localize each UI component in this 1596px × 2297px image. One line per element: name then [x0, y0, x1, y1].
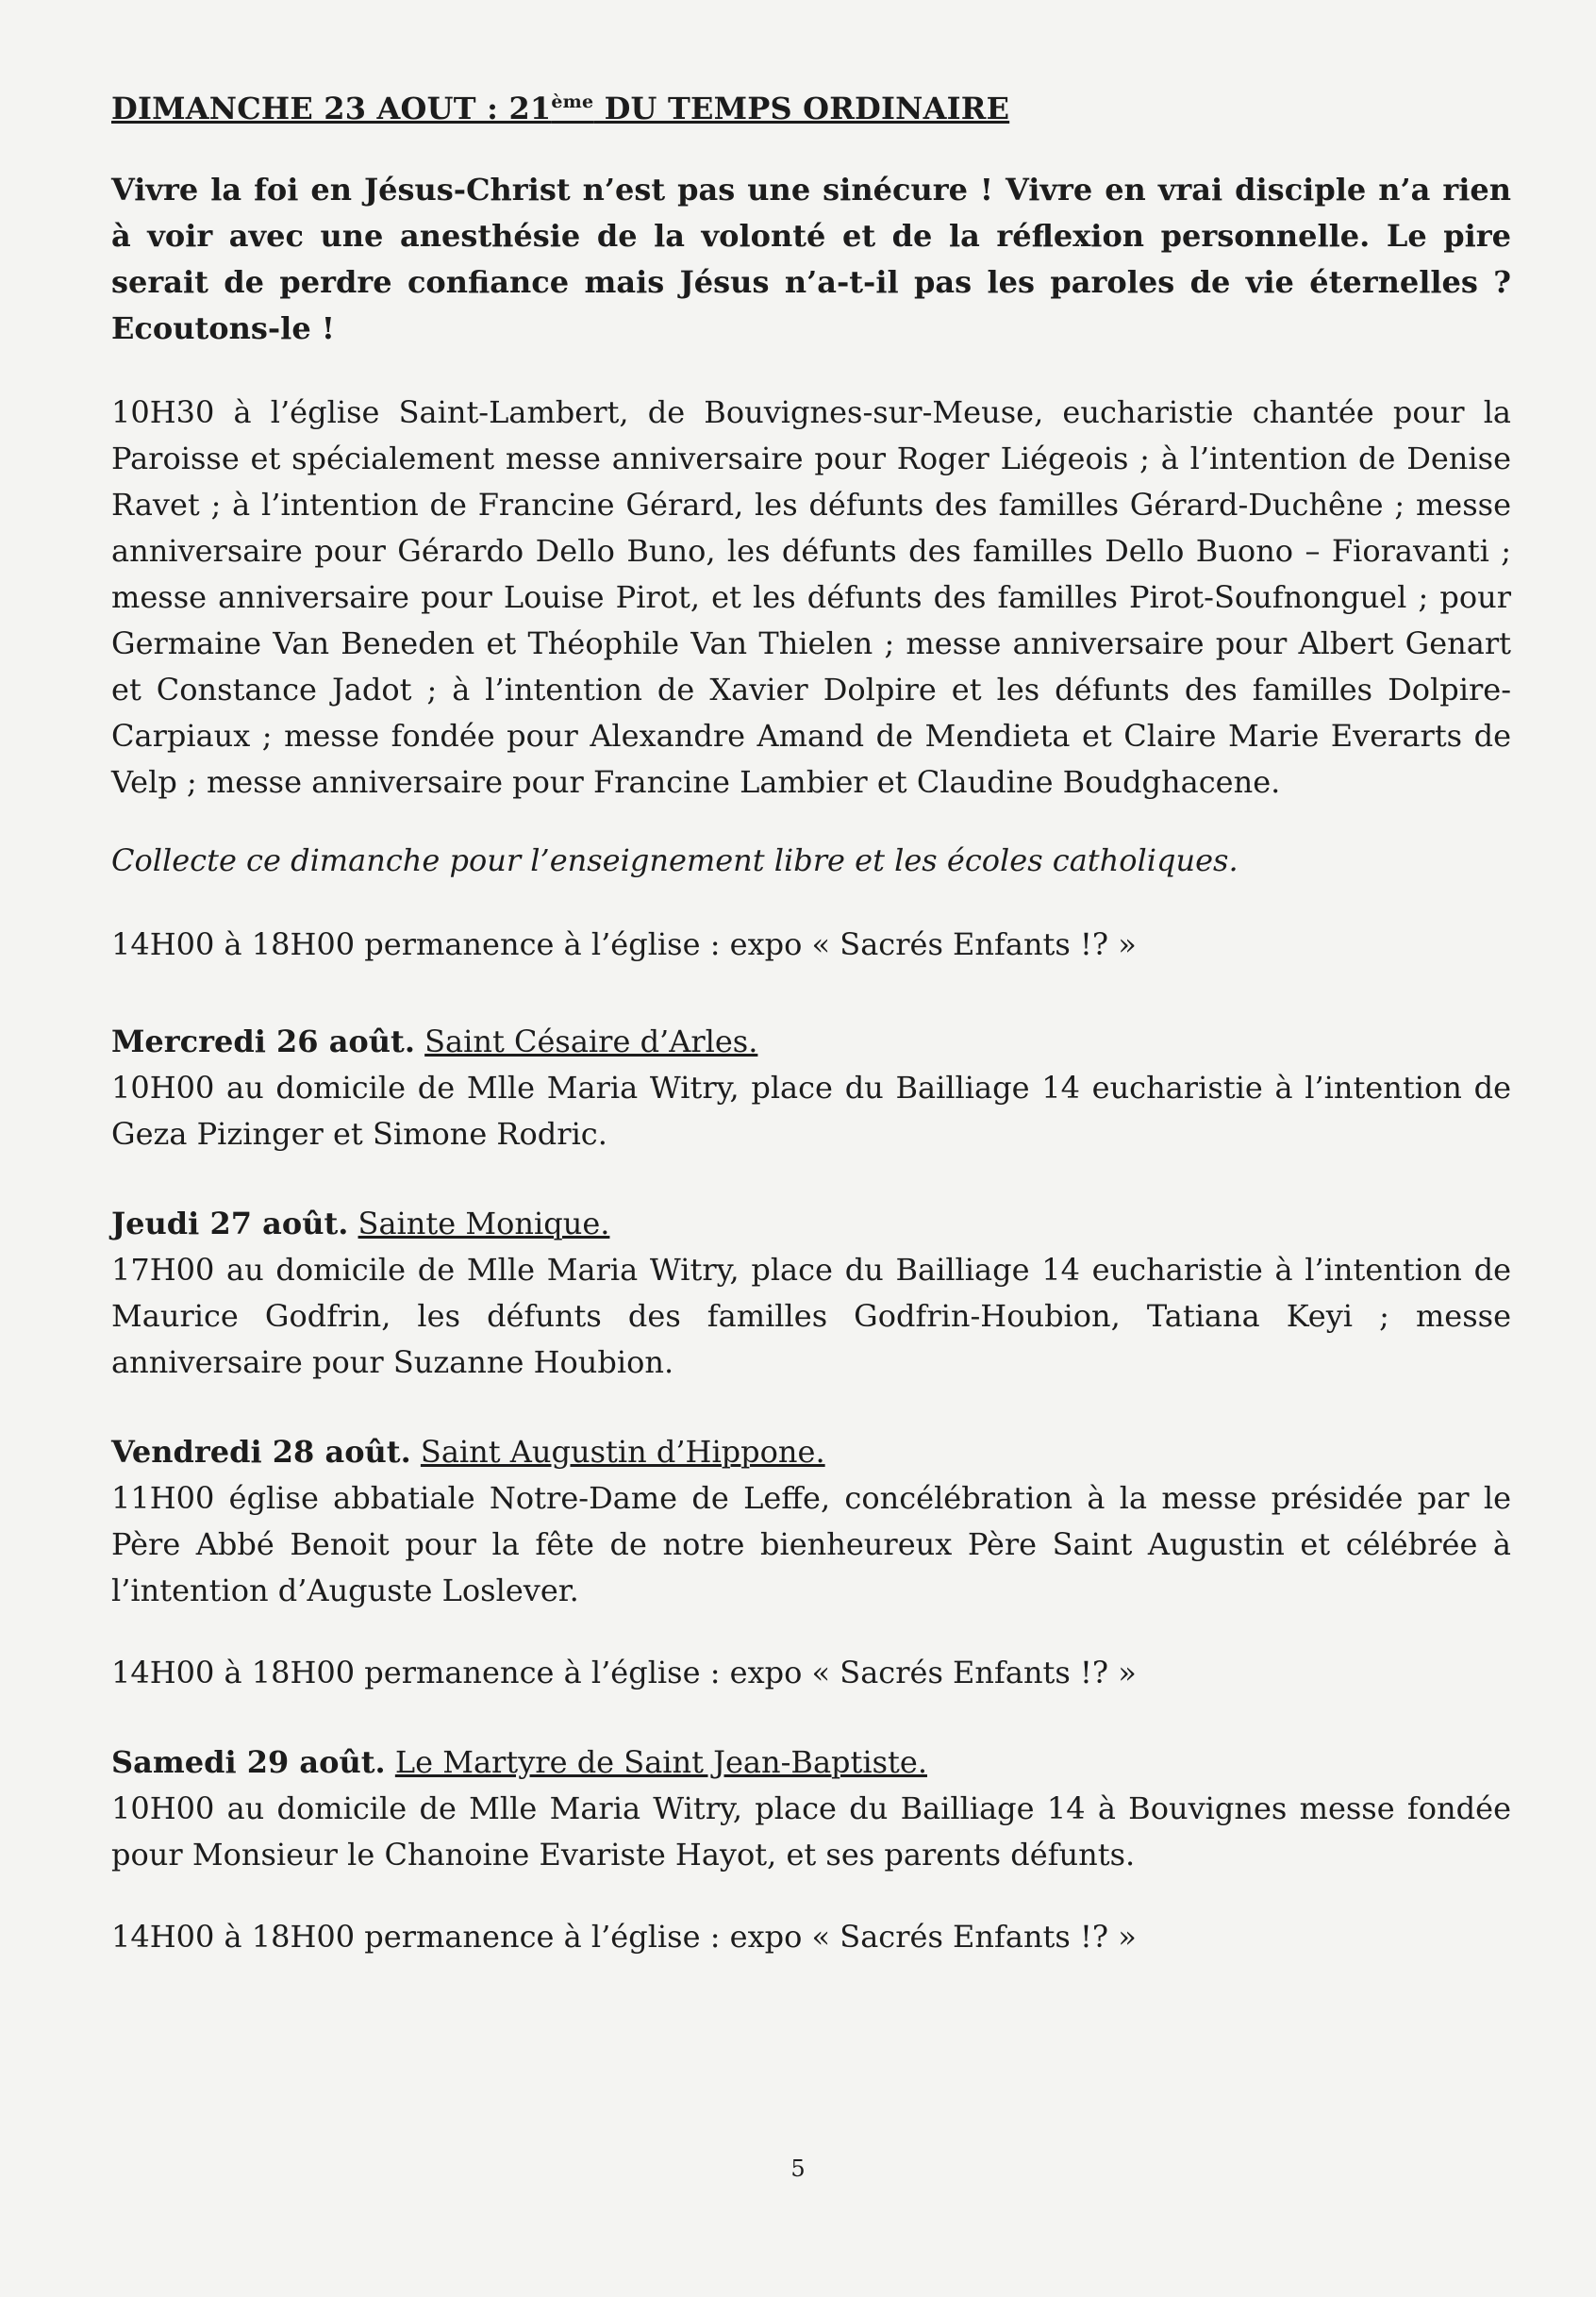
- entry-header: [111, 1739, 1511, 1786]
- permanence-line-friday: 14H00 à 18H00 permanence à l’église : expo « Sacrés Enfants !? »: [111, 1655, 1137, 1690]
- entry-wednesday: [111, 1019, 1511, 1157]
- collection-note: Collecte ce dimanche pour l’enseignement libre et les écoles catholiques.: [111, 842, 1239, 878]
- entry-saint: Saint Césaire d’Arles.: [424, 1024, 758, 1059]
- sunday-heading: [111, 90, 1511, 127]
- intro-paragraph: Vivre la foi en Jésus-Christ n’est pas une sinécure ! Vivre en vrai disciple n’a rien à voir avec une anesthésie de la volonté et de la réflexion personnelle. Le pire serait de perdre confiance mais Jésus n’a-t-il pas les paroles de vie éternelles ? Ecoutons-le !: [111, 172, 1511, 346]
- page-number: 5: [790, 2156, 806, 2182]
- entry-friday: [111, 1429, 1511, 1614]
- permanence-line-sunday: 14H00 à 18H00 permanence à l’église : expo « Sacrés Enfants !? »: [111, 926, 1137, 962]
- entry-header: [111, 1201, 1511, 1247]
- entry-day: Samedi 29 août.: [111, 1744, 386, 1780]
- entry-thursday: [111, 1201, 1511, 1386]
- entry-text: 10H00 au domicile de Mlle Maria Witry, place du Bailliage 14 à Bouvignes messe fondée pour Monsieur le Chanoine Evariste Hayot, et ses parents défunts.: [111, 1790, 1511, 1873]
- entry-day: Mercredi 26 août.: [111, 1024, 415, 1059]
- entry-saturday: [111, 1739, 1511, 1878]
- entry-day: Vendredi 28 août.: [111, 1434, 411, 1470]
- entry-text: 11H00 église abbatiale Notre-Dame de Leffe, concélébration à la messe présidée par le Père Abbé Benoit pour la fête de notre bienheureux Père Saint Augustin et célébrée à l’intention d’Auguste Loslever.: [111, 1480, 1511, 1608]
- entry-day: Jeudi 27 août.: [111, 1206, 349, 1241]
- entry-saint: Sainte Monique.: [357, 1206, 610, 1241]
- entry-text: 10H00 au domicile de Mlle Maria Witry, place du Bailliage 14 eucharistie à l’intention de Geza Pizinger et Simone Rodric.: [111, 1070, 1511, 1152]
- entry-saint: Saint Augustin d’Hippone.: [420, 1434, 825, 1470]
- sunday-mass-paragraph: 10H30 à l’église Saint-Lambert, de Bouvignes-sur-Meuse, eucharistie chantée pour la Paroisse et spécialement messe anniversaire pour Roger Liégeois ; à l’intention de Denise Ravet ; à l’intention de Francine Gérard, les défunts des familles Gérard-Duchêne ; messe anniversaire pour Gérardo Dello Buno, les défunts des familles Dello Buono – Fioravanti ; messe anniversaire pour Louise Pirot, et les défunts des familles Pirot-Soufnonguel ; pour Germaine Van Beneden et Théophile Van Thielen ; messe anniversaire pour Albert Genart et Constance Jadot ; à l’intention de Xavier Dolpire et les défunts des familles Dolpire-Carpiaux ; messe fondée pour Alexandre Amand de Mendieta et Claire Marie Everarts de Velp ; messe anniversaire pour Francine Lambier et Claudine Boudghacene.: [111, 394, 1511, 800]
- permanence-line-saturday: 14H00 à 18H00 permanence à l’église : expo « Sacrés Enfants !? »: [111, 1919, 1137, 1955]
- heading-suffix: DU TEMPS ORDINAIRE: [593, 91, 1010, 126]
- entry-text: 17H00 au domicile de Mlle Maria Witry, place du Bailliage 14 eucharistie à l’intention de Maurice Godfrin, les défunts des familles Godfrin-Houbion, Tatiana Keyi ; messe anniversaire pour Suzanne Houbion.: [111, 1252, 1511, 1380]
- heading-ordinal-suffix: ème: [551, 92, 594, 112]
- entry-saint: Le Martyre de Saint Jean-Baptiste.: [394, 1744, 927, 1780]
- entry-header: [111, 1019, 1511, 1065]
- heading-prefix: DIMANCHE 23 AOUT : 21: [111, 91, 552, 126]
- entry-header: [111, 1429, 1511, 1475]
